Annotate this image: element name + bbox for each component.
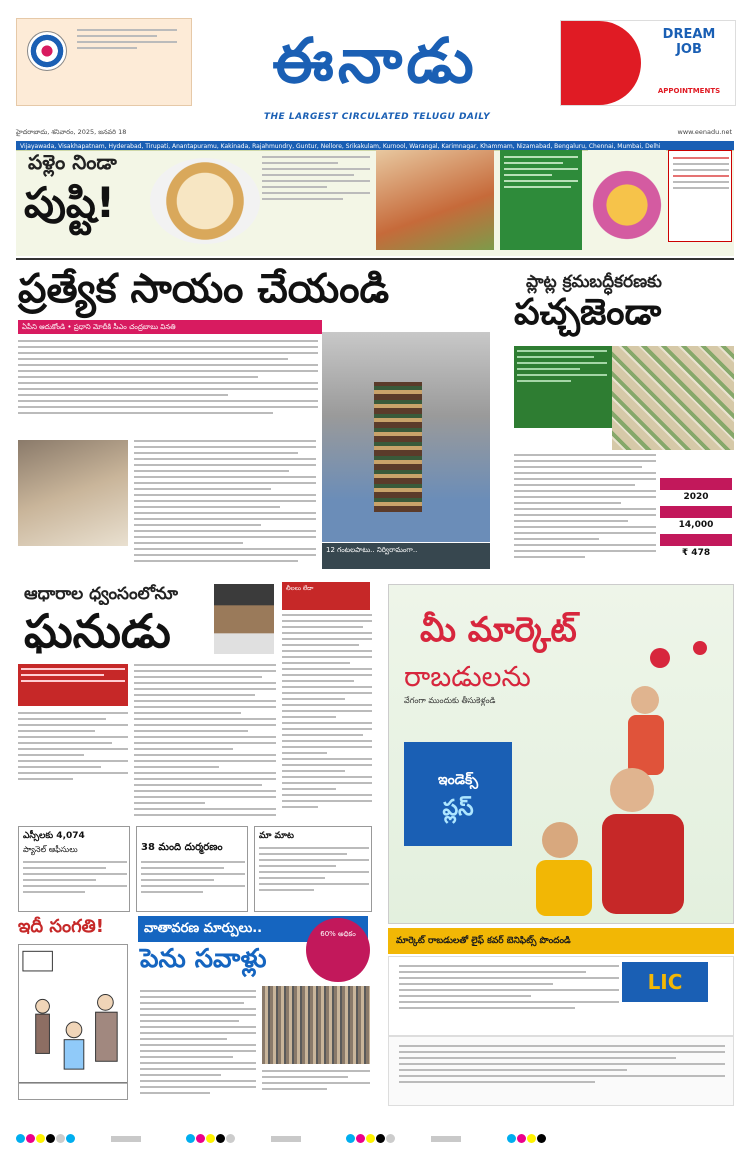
lead-subheadline: ఏపీని ఆదుకోండి • ప్రధాని మోదీకి సీఎం చంద్రబాబు వినతి <box>18 320 322 334</box>
news-box-ma-mata[interactable] <box>254 826 372 912</box>
lic-benefit-strip: మార్కెట్ రాబడులతో లైఫ్ కవర్ బెనిఫిట్స్ పొందండి <box>388 928 734 954</box>
section-rule <box>16 258 734 260</box>
climate-kicker: వాతావరణ మార్పులు.. <box>138 916 368 942</box>
top-right-ad[interactable] <box>560 20 736 106</box>
accused-portrait <box>214 584 274 654</box>
target-icon <box>27 31 67 71</box>
apple-icon <box>650 648 670 668</box>
ad-subline: వేగంగా ముందుకు తీసుకెళ్లండి <box>404 696 496 705</box>
lead-headline[interactable]: ప్రత్యేక సాయం చేయండి <box>18 266 390 312</box>
food-kicker: పళ్లెం నిండా <box>28 150 117 174</box>
third-red-tag: లీలలు లేదా <box>282 582 370 610</box>
second-kicker: ప్లాట్ల క్రమబద్ధీకరణకు <box>526 272 662 292</box>
stat-value: 2020 <box>683 492 709 502</box>
lead-photo <box>322 332 490 542</box>
food-plate-image <box>150 158 260 244</box>
shawl-gift-shape <box>374 382 422 512</box>
second-green-panel <box>514 346 612 428</box>
lead-body-bottom <box>134 440 316 566</box>
lic-footer <box>388 1036 734 1106</box>
stat-label <box>660 534 732 546</box>
father-body <box>602 814 684 914</box>
index-plus-card[interactable] <box>404 742 512 846</box>
second-headline[interactable]: పచ్చజెండా <box>514 292 662 333</box>
dream-job-title: DREAM JOB <box>662 27 716 57</box>
lead-body-top <box>18 340 318 436</box>
cartoon-image <box>18 944 128 1100</box>
third-red-box <box>18 664 128 706</box>
apple-icon <box>693 641 707 655</box>
ad-red-shape <box>561 21 641 105</box>
climate-headline[interactable]: పెను సవాళ్లు <box>140 944 267 974</box>
news-box-accident[interactable] <box>136 826 248 912</box>
appointments-label: APPOINTMENTS <box>657 87 721 95</box>
tribute-photo <box>18 440 128 546</box>
ad-headline: మీ మార్కెట్ <box>420 610 577 650</box>
supplement-thumbnail[interactable] <box>668 150 732 242</box>
third-bullets <box>18 712 128 820</box>
second-stats <box>660 450 732 570</box>
index-label: ఇండెక్స్ <box>437 772 479 788</box>
box-title: 38 మంది దుర్మరణం <box>141 842 223 853</box>
family-photo <box>520 640 730 920</box>
second-body <box>514 454 656 566</box>
stat-value: 14,000 <box>678 520 714 530</box>
plus-label: ప్లస్ <box>442 796 474 821</box>
mother-head <box>542 822 578 858</box>
food-text <box>262 156 370 246</box>
editions-strip: Vijayawada, Visakhapatnam, Hyderabad, Tirupati, Anantapuramu, Kakinada, Rajahmundry, Guntur, Nellore, Srikakulam, Kurnool, Warangal, Karimnagar, Khammam, Nizamabad, Bengaluru, Chennai, Mumbai, Delhi <box>16 141 734 153</box>
food-headline[interactable]: పుష్టి! <box>24 178 116 227</box>
crowd-photo <box>262 986 370 1064</box>
ad-headline-2: రాబడులను <box>404 660 531 693</box>
tagline: THE LARGEST CIRCULATED TELUGU DAILY <box>263 112 491 122</box>
top-left-ad[interactable] <box>16 18 192 106</box>
layout-aerial-photo <box>612 346 734 450</box>
box-title: ఎస్సీలకు 4,074 <box>23 831 85 841</box>
box-subtitle: ప్యానెల్ ఆఫీసులు <box>23 845 78 854</box>
lic-logo[interactable]: LIC <box>622 962 708 1002</box>
third-headline[interactable]: ఘనుడు <box>24 604 171 658</box>
climate-body <box>140 990 256 1102</box>
newspaper-logo: ఈనాడు <box>272 24 478 97</box>
stat-label <box>660 506 732 518</box>
lead-photo-caption: 12 గంటలపాటు.. నిర్విరామంగా.. <box>322 543 490 569</box>
third-kicker: ఆధారాల ధ్వంసంలోనూ <box>24 584 178 604</box>
stat-value: ₹ 478 <box>681 548 711 558</box>
crowd-caption <box>262 1070 370 1102</box>
stat-label <box>660 478 732 490</box>
website-url[interactable]: www.eenadu.net <box>677 128 732 136</box>
kids-photo <box>376 150 494 250</box>
cartoon-title: ఇదీ సంగతి! <box>18 916 104 937</box>
date-text: హైదరాబాదు, శనివారం, 2025, జనవరి 18 <box>16 128 127 136</box>
ad-text-lines <box>77 29 177 89</box>
print-registration-marks <box>16 1128 734 1142</box>
window-shape <box>23 951 52 971</box>
third-body <box>134 664 276 820</box>
festival-graphic <box>588 150 666 250</box>
child-body <box>628 715 664 775</box>
third-side-body <box>282 614 372 814</box>
box-title: మా మాట <box>259 831 294 841</box>
child-head <box>631 686 659 714</box>
climate-badge: 60% అధికం <box>306 918 370 982</box>
masthead[interactable] <box>205 16 545 108</box>
green-info-box[interactable] <box>500 150 582 250</box>
mother-body <box>536 860 592 916</box>
news-box-sc[interactable] <box>18 826 130 912</box>
father-head <box>610 768 654 812</box>
dateline <box>16 128 734 140</box>
